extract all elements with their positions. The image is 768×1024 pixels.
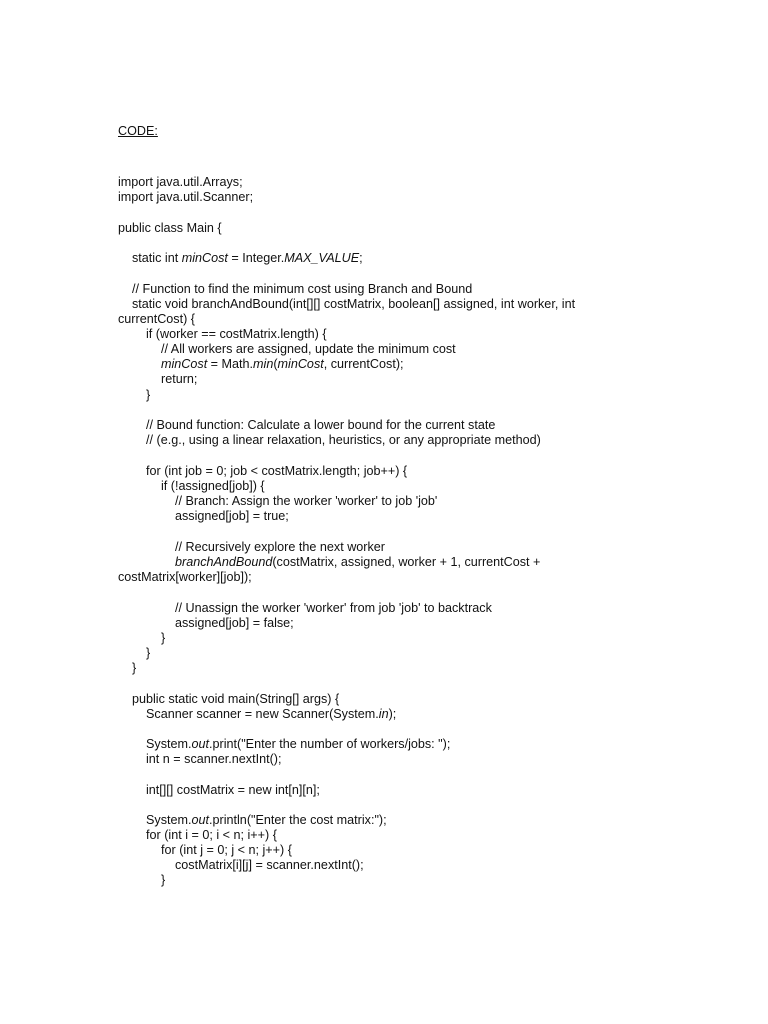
code-identifier-italic: MAX_VALUE — [284, 251, 360, 265]
code-line — [118, 221, 222, 236]
code-text: // Unassign the worker 'worker' from job 'job' to backtrack — [175, 601, 492, 615]
code-line — [146, 783, 320, 798]
code-text: } — [161, 873, 166, 887]
code-line — [175, 494, 437, 509]
code-text: ; — [359, 251, 363, 265]
code-line — [146, 707, 396, 722]
code-text: System. — [146, 737, 192, 751]
code-line — [161, 357, 404, 372]
code-identifier-italic: out — [191, 737, 210, 751]
code-text: System. — [146, 813, 192, 827]
code-text: .println("Enter the cost matrix:"); — [209, 813, 387, 827]
code-text: (costMatrix, assigned, worker + 1, currentCost + — [272, 555, 541, 569]
code-heading: CODE: — [118, 124, 158, 138]
code-line — [175, 601, 492, 616]
code-identifier-italic: min — [253, 357, 274, 371]
code-text: if (worker == costMatrix.length) { — [146, 327, 327, 341]
code-text: // Function to find the minimum cost using Branch and Bound — [132, 282, 473, 296]
code-text: import java.util.Arrays; — [118, 175, 243, 189]
code-line — [161, 342, 456, 357]
code-identifier-italic: out — [191, 813, 210, 827]
code-line — [146, 433, 541, 448]
code-text: , currentCost); — [323, 357, 404, 371]
code-identifier-italic: in — [378, 707, 389, 721]
code-line — [175, 509, 289, 524]
code-text: assigned[job] = true; — [175, 509, 289, 523]
code-line — [146, 737, 450, 752]
code-line — [146, 388, 150, 403]
code-line — [175, 858, 364, 873]
code-line — [146, 327, 327, 342]
code-line — [161, 372, 197, 387]
code-text: public class Main { — [118, 221, 222, 235]
code-text: = Integer. — [227, 251, 285, 265]
code-text: // (e.g., using a linear relaxation, heuristics, or any appropriate method) — [146, 433, 541, 447]
code-line — [118, 312, 195, 327]
code-line — [175, 540, 385, 555]
code-line — [132, 282, 472, 297]
code-text: currentCost) { — [118, 312, 195, 326]
code-text: for (int i = 0; i < n; i++) { — [146, 828, 277, 842]
code-text: for (int job = 0; job < costMatrix.length; job++) { — [146, 464, 408, 478]
code-text: import java.util.Scanner; — [118, 190, 254, 204]
code-line — [146, 646, 150, 661]
code-text: // Recursively explore the next worker — [175, 540, 385, 554]
code-line — [132, 661, 136, 676]
code-text: for (int j = 0; j < n; j++) { — [161, 843, 292, 857]
code-line — [146, 828, 277, 843]
code-line — [175, 555, 540, 570]
code-text: // All workers are assigned, update the minimum cost — [161, 342, 456, 356]
code-line — [175, 616, 294, 631]
code-line — [118, 175, 243, 190]
code-text: int[][] costMatrix = new int[n][n]; — [146, 783, 320, 797]
code-identifier-italic: minCost — [161, 357, 208, 371]
code-line — [161, 479, 265, 494]
code-line — [118, 570, 252, 585]
code-text: .print("Enter the number of workers/jobs: "); — [209, 737, 451, 751]
code-line — [161, 873, 165, 888]
code-line — [132, 692, 339, 707]
code-line — [146, 418, 495, 433]
code-text: = Math. — [207, 357, 254, 371]
code-text: assigned[job] = false; — [175, 616, 294, 630]
code-line — [146, 813, 387, 828]
code-line — [146, 464, 407, 479]
code-line — [118, 190, 253, 205]
code-text: } — [146, 388, 151, 402]
code-text: return; — [161, 372, 198, 386]
code-line — [146, 752, 281, 767]
code-text: ( — [273, 357, 278, 371]
code-text: public static void main(String[] args) { — [132, 692, 340, 706]
code-text: // Bound function: Calculate a lower bound for the current state — [146, 418, 496, 432]
code-text: } — [146, 646, 151, 660]
code-line — [161, 631, 165, 646]
code-line — [132, 297, 575, 312]
code-text: // Branch: Assign the worker 'worker' to job 'job' — [175, 494, 438, 508]
code-text: costMatrix[i][j] = scanner.nextInt(); — [175, 858, 364, 872]
code-text: } — [132, 661, 137, 675]
code-identifier-italic: minCost — [277, 357, 324, 371]
code-identifier-italic: minCost — [181, 251, 228, 265]
code-line — [161, 843, 292, 858]
code-text: static int — [132, 251, 182, 265]
code-text: if (!assigned[job]) { — [161, 479, 265, 493]
code-text: ); — [388, 707, 397, 721]
code-text: int n = scanner.nextInt(); — [146, 752, 282, 766]
code-identifier-italic: branchAndBound — [175, 555, 273, 569]
code-text: Scanner scanner = new Scanner(System. — [146, 707, 379, 721]
code-line — [132, 251, 363, 266]
code-text: } — [161, 631, 166, 645]
code-text: costMatrix[worker][job]); — [118, 570, 252, 584]
code-text: static void branchAndBound(int[][] costMatrix, boolean[] assigned, int worker, int — [132, 297, 576, 311]
